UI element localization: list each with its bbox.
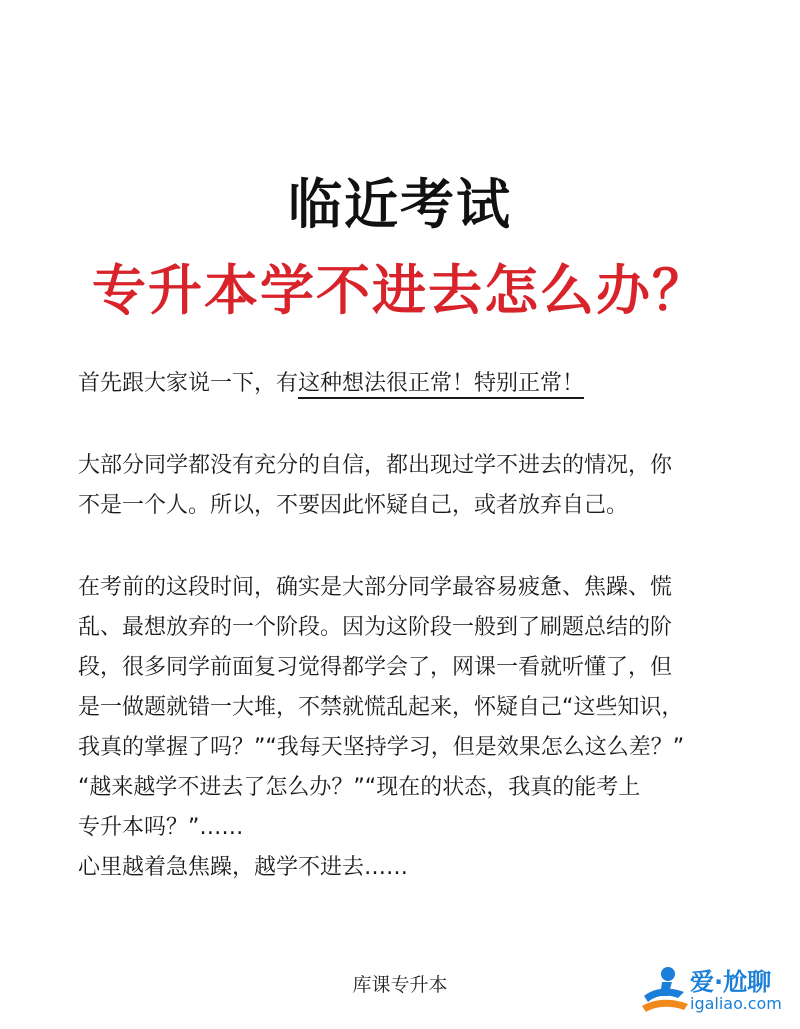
watermark-brand: 爱·尬聊 [690, 968, 772, 996]
intro-text: 首先跟大家说一下，有 [78, 371, 299, 396]
paragraph-line: 段，很多同学前面复习觉得都学会了，网课一看就听懂了，但 [78, 655, 673, 680]
paragraph-line: 不是一个人。所以，不要因此怀疑自己，或者放弃自己。 [78, 493, 629, 518]
paragraph-two [78, 446, 730, 526]
paragraph-line: 是一做题就错一大堆，不禁就慌乱起来，怀疑自己“这些知识， [78, 695, 684, 720]
headline-title: 临近考试 [288, 173, 512, 236]
footer-source: 库课专升本 [352, 974, 448, 996]
paragraph-line: 专升本吗？”…… [78, 815, 244, 840]
watermark [638, 960, 798, 1020]
paragraph-line: 在考前的这段时间，确实是大部分同学最容易疲惫、焦躁、慌 [78, 575, 673, 600]
paragraph-line: 我真的掌握了吗？”“我每天坚持学习，但是效果怎么这么差？” [78, 735, 685, 760]
intro-underlined-text: 这种想法很正常！特别正常！ [298, 371, 584, 399]
watermark-url: igaliao.com [690, 994, 782, 1013]
paragraph-line: “越来越学不进去了怎么办？”“现在的状态，我真的能考上 [78, 775, 641, 800]
watermark-logo-icon [638, 962, 692, 1016]
intro-paragraph [78, 364, 730, 404]
paragraph-line: 乱、最想放弃的一个阶段。因为这阶段一般到了刷题总结的阶 [78, 615, 673, 640]
headline-subtitle: 专升本学不进去怎么办？ [92, 259, 708, 322]
paragraph-three [78, 568, 730, 888]
paragraph-line: 心里越着急焦躁，越学不进去…… [78, 855, 409, 880]
paragraph-line: 大部分同学都没有充分的自信，都出现过学不进去的情况，你 [78, 453, 673, 478]
